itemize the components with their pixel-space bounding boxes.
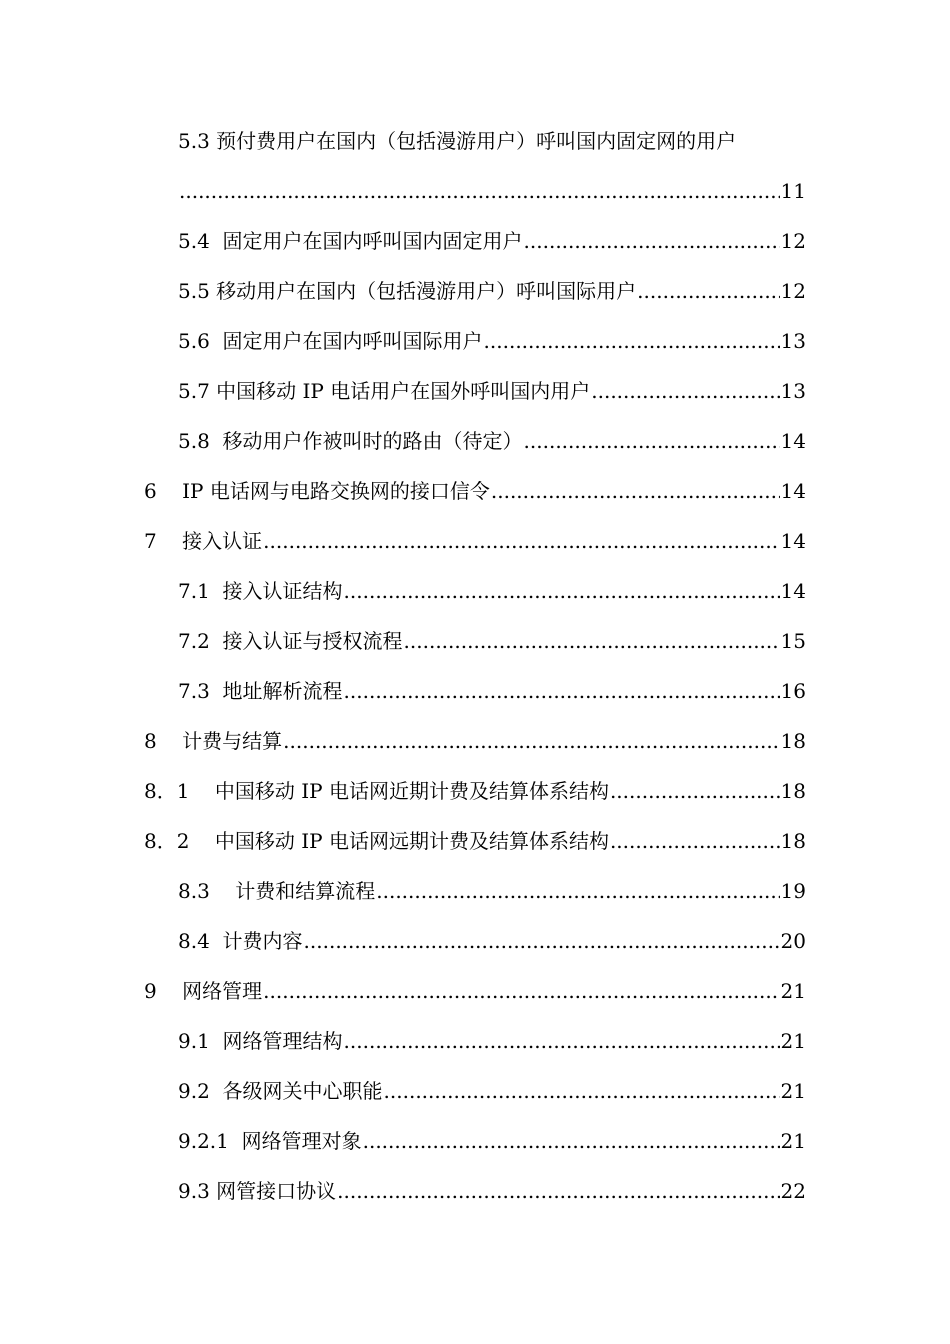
toc-leader-dots bbox=[491, 466, 780, 516]
toc-page-number: 14 bbox=[780, 479, 806, 503]
toc-entry-5-6[interactable] bbox=[178, 316, 806, 366]
toc-leader-dots bbox=[376, 866, 779, 916]
toc-entry-5-8[interactable] bbox=[178, 416, 806, 466]
toc-entry-8-2[interactable] bbox=[144, 816, 806, 866]
toc-leader-dots bbox=[610, 766, 780, 816]
toc-leader-dots bbox=[344, 1016, 780, 1066]
toc-leader-dots bbox=[179, 166, 780, 216]
toc-entry-label: 5.4 固定用户在国内呼叫国内固定用户 bbox=[178, 229, 523, 253]
toc-entry-9[interactable] bbox=[144, 966, 806, 1016]
toc-leader-dots bbox=[591, 366, 779, 416]
toc-page-number: 13 bbox=[780, 379, 806, 403]
toc-entry-label: 9.2.1 网络管理对象 bbox=[178, 1129, 362, 1153]
toc-entry-7-3[interactable] bbox=[178, 666, 806, 716]
toc-leader-dots bbox=[637, 266, 779, 316]
toc-page-number: 18 bbox=[780, 729, 806, 753]
toc-entry-8-1[interactable] bbox=[144, 766, 806, 816]
toc-entry-9-1[interactable] bbox=[178, 1016, 806, 1066]
toc-entry-label: 9.1 网络管理结构 bbox=[178, 1029, 343, 1053]
toc-entry-label: 6 IP 电话网与电路交换网的接口信令 bbox=[144, 479, 490, 503]
toc-page-number: 18 bbox=[780, 779, 806, 803]
toc-page-number: 11 bbox=[780, 179, 806, 203]
toc-page-number: 21 bbox=[780, 1029, 806, 1053]
toc-page-number: 12 bbox=[780, 229, 806, 253]
toc-entry-5-7[interactable] bbox=[178, 366, 806, 416]
toc-entry-5-3-continued[interactable] bbox=[178, 166, 806, 216]
toc-entry-label: 7 接入认证 bbox=[144, 529, 263, 553]
toc-entry-label: 9.2 各级网关中心职能 bbox=[178, 1079, 383, 1103]
toc-entry-label: 5.6 固定用户在国内呼叫国际用户 bbox=[178, 329, 483, 353]
toc-entry-label: 5.7 中国移动 IP 电话用户在国外呼叫国内用户 bbox=[178, 379, 591, 403]
toc-leader-dots bbox=[524, 416, 780, 466]
toc-leader-dots bbox=[304, 916, 780, 966]
toc-entry-9-2[interactable] bbox=[178, 1066, 806, 1116]
toc-entry-label: 5.5 移动用户在国内（包括漫游用户）呼叫国际用户 bbox=[178, 279, 637, 303]
toc-page-number: 14 bbox=[780, 429, 806, 453]
toc-leader-dots bbox=[610, 816, 780, 866]
toc-leader-dots bbox=[263, 516, 779, 566]
toc-entry-8-3[interactable] bbox=[178, 866, 806, 916]
toc-page-number: 21 bbox=[780, 979, 806, 1003]
toc-page-number: 14 bbox=[780, 579, 806, 603]
toc-page-number: 21 bbox=[780, 1129, 806, 1153]
toc-leader-dots bbox=[524, 216, 780, 266]
toc-entry-label: 7.3 地址解析流程 bbox=[178, 679, 343, 703]
toc-entry-label: 9.3 网管接口协议 bbox=[178, 1179, 337, 1203]
toc-page-number: 19 bbox=[780, 879, 806, 903]
toc-leader-dots bbox=[404, 616, 780, 666]
toc-entry-label: 7.1 接入认证结构 bbox=[178, 579, 343, 603]
toc-leader-dots bbox=[337, 1166, 779, 1216]
toc-entry-label: 9 网络管理 bbox=[144, 979, 263, 1003]
toc-entry-8[interactable] bbox=[144, 716, 806, 766]
toc-page-number: 18 bbox=[780, 829, 806, 853]
toc-entry-7-1[interactable] bbox=[178, 566, 806, 616]
toc-page-number: 15 bbox=[780, 629, 806, 653]
toc-entry-5-5[interactable] bbox=[178, 266, 806, 316]
toc-leader-dots bbox=[344, 666, 780, 716]
toc-entry-label: 8．1 中国移动 IP 电话网近期计费及结算体系结构 bbox=[144, 779, 609, 803]
toc-entry-label: 7.2 接入认证与授权流程 bbox=[178, 629, 403, 653]
toc-page-number: 13 bbox=[780, 329, 806, 353]
toc-entry-label: 8.4 计费内容 bbox=[178, 929, 303, 953]
toc-page-number: 20 bbox=[780, 929, 806, 953]
toc-leader-dots bbox=[363, 1116, 780, 1166]
toc-leader-dots bbox=[263, 966, 779, 1016]
toc-leader-dots bbox=[384, 1066, 780, 1116]
toc-page-number: 21 bbox=[780, 1079, 806, 1103]
toc-page-number: 12 bbox=[780, 279, 806, 303]
toc-leader-dots bbox=[283, 716, 779, 766]
toc-entry-9-3[interactable] bbox=[178, 1166, 806, 1216]
toc-entry-label: 5.8 移动用户作被叫时的路由（待定） bbox=[178, 429, 523, 453]
toc-entry-8-4[interactable] bbox=[178, 916, 806, 966]
toc-entry-label: 8 计费与结算 bbox=[144, 729, 283, 753]
toc-entry-5-4[interactable] bbox=[178, 216, 806, 266]
toc-page-number: 16 bbox=[780, 679, 806, 703]
toc-entry-9-2-1[interactable] bbox=[178, 1116, 806, 1166]
toc-entry-label: 8．2 中国移动 IP 电话网远期计费及结算体系结构 bbox=[144, 829, 609, 853]
toc-entry-label: 8.3 计费和结算流程 bbox=[178, 879, 376, 903]
toc-entry-5-3[interactable] bbox=[178, 116, 806, 166]
toc-entry-7-2[interactable] bbox=[178, 616, 806, 666]
toc-page-number: 14 bbox=[780, 529, 806, 553]
toc-leader-dots bbox=[484, 316, 780, 366]
toc-page-number: 22 bbox=[780, 1179, 806, 1203]
toc-leader-dots bbox=[344, 566, 780, 616]
toc-entry-label: 5.3 预付费用户在国内（包括漫游用户）呼叫国内固定网的用户 bbox=[178, 129, 737, 153]
toc-entry-7[interactable] bbox=[144, 516, 806, 566]
toc-entry-6[interactable] bbox=[144, 466, 806, 516]
